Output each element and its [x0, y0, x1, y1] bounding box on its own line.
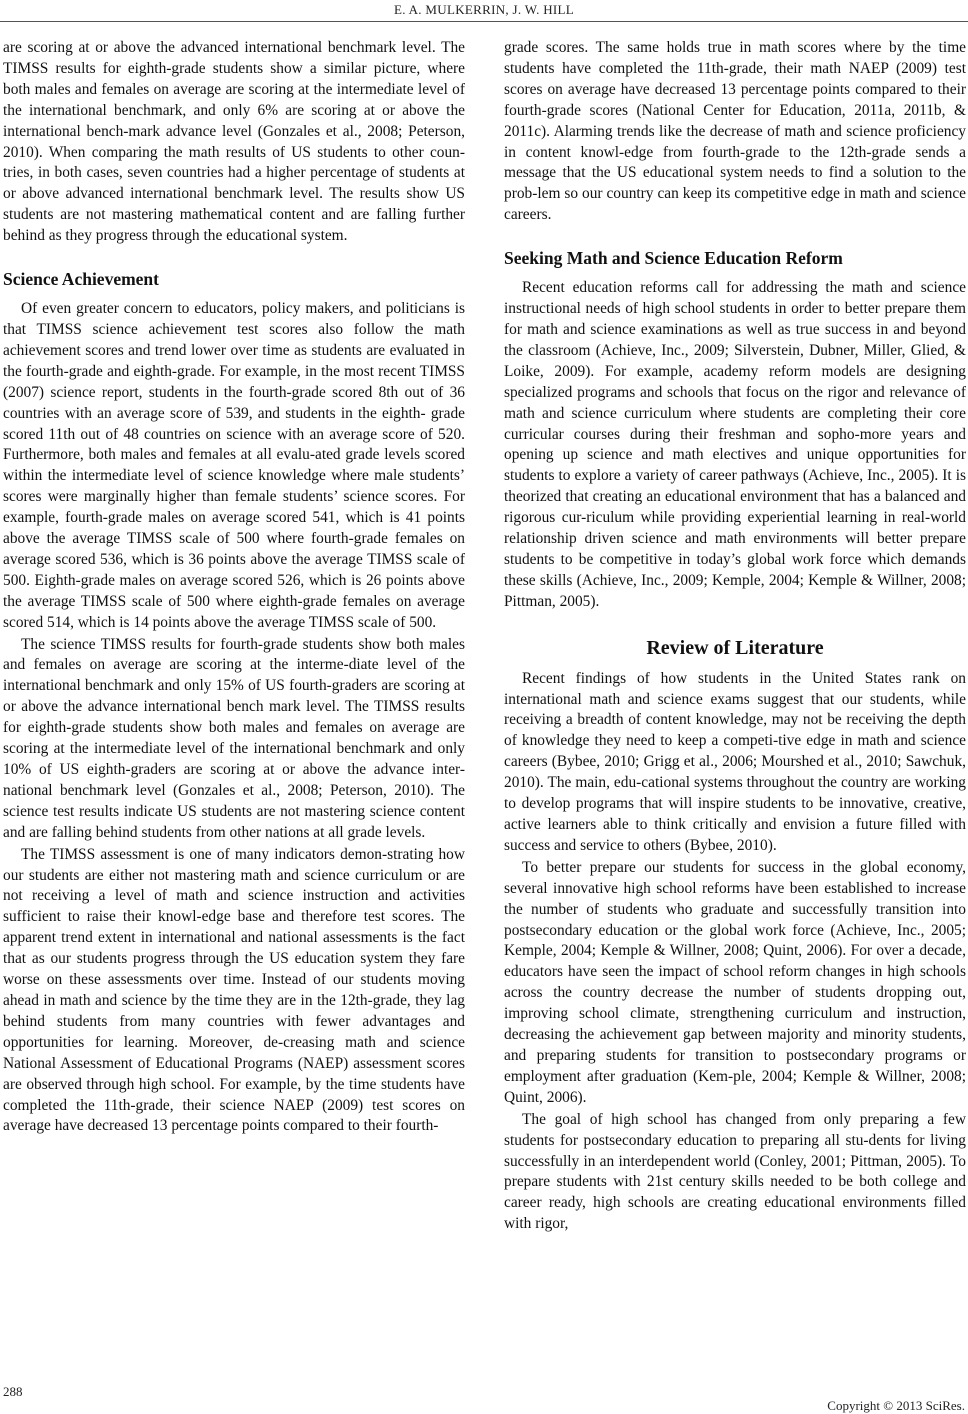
paragraph: The science TIMSS results for fourth-grade students show both males and females on average are scoring at the interme-diate level of the international benchmark and only 15% of US fourth-graders are scoring at or above the advance international bench mark level. The TIMSS results for eighth-grade students show both males and females on average are scoring at the intermediate level of the international benchmark and only 10% of US eighth-graders are scoring at or above the advance inter-national benchmark level (Gonzales et al., 2008; Peterson, 2010). The science test results indicate US students are not mastering science content and are falling behind students from other nations at all grade levels. [3, 635, 465, 841]
paragraph: are scoring at or above the advanced international benchmark level. The TIMSS results for eighth-grade students show a similar picture, where both males and females on average are scoring at the intermediate level of the international benchmark, and only 6% are scoring at or above the international bench-mark advance level (Gonzales et al., 2008; Peterson, 2010). When comparing the math results of US students to other coun-tries, in both cases, seven countries had a higher percentage of students at or above advanced international benchmark level. The results show US students are not mastering mathematical content and are falling further behind as they progress through the educational system. [3, 39, 465, 245]
paragraph: Of even greater concern to educators, policy makers, and politicians is that TIMSS science achievement test scores also follow the math achievement scores and trend lower over time as students are evaluated in the fourth-grade and eighth-grade. For example, in the most recent TIMSS (2007) science report, students in the fourth-grade scored 8th out of 36 countries with an average score of 539, and students in the eighth- grade scored 11th out of 48 countries on science with an average score of 520. Furthermore, both males and females at all evalu-ated grade levels scored within the intermediate level of science knowledge where male students’ scores were marginally higher than female students’ science scores. For example, fourth-grade males on average scored 541, which is 41 points above the average TIMSS scale of 500 where fourth-grade females on average scored 536, which is 36 points above the average TIMSS scale of 500. Eighth-grade males on average scored 526, which is 26 points above the average TIMSS scale of 500 where eighth-grade females on average scored 514, which is 14 points above the average TIMSS scale of 500. [3, 300, 465, 631]
paragraph: The goal of high school has changed from only preparing a few students for postsecondary education to preparing all stu-dents for living successfully in an interdependent world (Conley, 2001; Pittman, 2005). To prepare students with 21st century skills needed to be both college and career ready, high schools are creating educational environments filled with rigor, [504, 1110, 966, 1233]
section-heading-science-achievement: Science Achievement [3, 269, 159, 290]
paragraph: Recent education reforms call for addressing the math and science instructional needs of high school students in order to better prepare them for math and science examinations as well as true success in and beyond the classroom (Achieve, Inc., 2009; Silverstein, Dubner, Miller, Glied, & Loike, 2009). For example, academy reform models are designing specialized programs and schools that focus on the rigor and relevance of math and science curriculum where students are completing their core curricular courses during their freshman and sopho-more years and opening up science and math electives and unique opportunities for students to explore a variety of career pathways (Achieve, Inc., 2005). It is theorized that creating an educational environment that has a balanced and rigorous cur-riculum while providing experiential learning in real-world relationship driven science and math environments will better prepare students to be competitive in today’s global work force which demands these skills (Achieve, Inc., 2009; Kemple, 2004; Kemple & Willner, 2008; Pittman, 2005). [504, 279, 966, 610]
paragraph: To better prepare our students for success in the global economy, several innovative high school reforms have been established to increase the number of students who graduate and successfully transition into postsecondary education or the global work force (Achieve, Inc., 2005; Kemple, 2004; Kemple & Willner, 2008; Quint, 2006). For over a decade, educators have seen the impact of school reform changes in high schools across the country decrease the number of students dropping out, improving school climate, strengthening curriculum and instruction, decreasing the achievement gap between majority and minority students, and preparing students for transition to postsecondary programs or employment after graduation (Kem-ple, 2004; Kemple & Willner, 2008; Quint, 2006). [504, 858, 966, 1106]
running-head: E. A. MULKERRIN, J. W. HILL [394, 2, 574, 17]
section-heading-review-of-literature: Review of Literature [646, 636, 824, 659]
paragraph: The TIMSS assessment is one of many indicators demon-strating how our students are either not mastering math and science curriculum or are not receiving a level of math and science instruction and activities sufficient to raise their knowl-edge base and therefore test scores. The apparent trend extent in international and national assessments is the fact that as our students progress through the US education system they fare worse on these assessments over time. Instead of our students moving ahead in math and science by the time they are in the 12th-grade, they lag behind students from many countries with fewer advantages and opportunities for learning. Moreover, de-creasing math and science National Assessment of Educational Programs (NAEP) assessment scores are observed through high school. For example, by the time students have completed the 11th-grade, their science NAEP (2009) test scores on average have decreased 13 percentage points compared to their fourth- [3, 845, 465, 1135]
paragraph: Recent findings of how students in the United States rank on international math and science exams suggest that our students, while receiving a breadth of content knowledge, may not be receiving the depth of knowledge they need to keep a competi-tive edge in math and science careers (Bybee, 2010; Grigg et al., 2006; Mourshed et al., 2010; Sawchuk, 2010). The main, edu-cational systems throughout the country are working to develop programs that will inspire students to be innovative, creative, active learners able to think critically and envision a future filled with success and service to others (Bybee, 2010). [504, 669, 966, 854]
paragraph: grade scores. The same holds true in math scores where by the time students have completed the 11th-grade, their math NAEP (2009) test scores on average have decreased 13 percentage points compared to their fourth-grade scores (National Center for Education, 2011a, 2011b, & 2011c). Alarming trends like the decrease of math and science proficiency in content knowl-edge from fourth-grade to the 12th-grade sends a message that the US educational system needs to find a solution to the prob-lem so our country can keep its competitive edge in math and science careers. [504, 39, 966, 224]
left-column [3, 38, 465, 1138]
copyright-notice: Copyright © 2013 SciRes. [827, 1398, 965, 1413]
page-number: 288 [3, 1384, 23, 1399]
right-column [504, 38, 966, 1236]
section-heading-education-reform: Seeking Math and Science Education Reform [504, 248, 843, 269]
header-rule [0, 21, 968, 22]
